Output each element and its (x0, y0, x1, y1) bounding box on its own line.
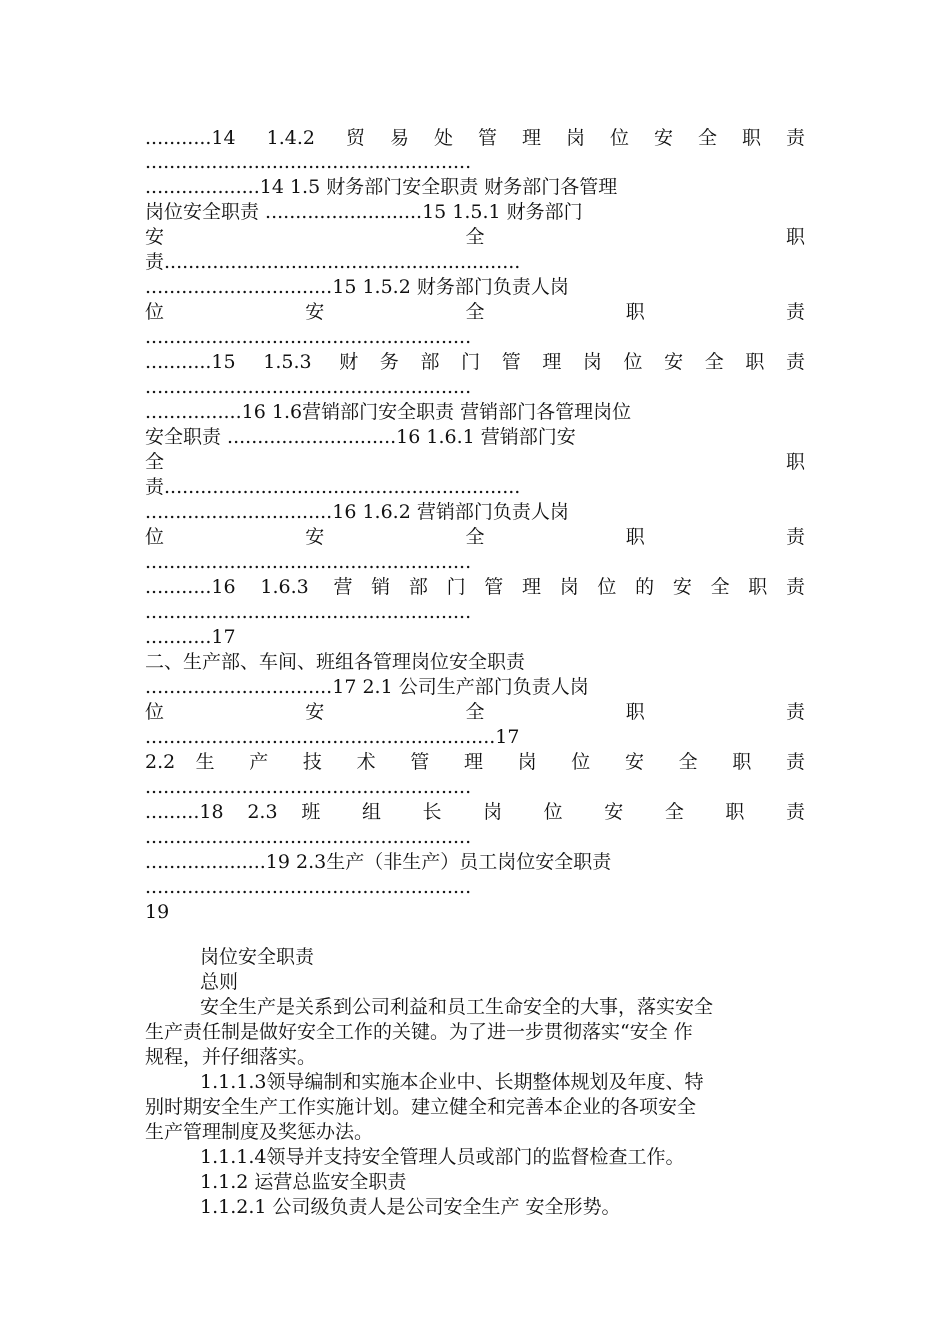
toc-line: 2.2 生 产 技 术 管 理 岗 位 安 全 职 责 (145, 751, 805, 773)
toc-line: ..........................................................17 (145, 726, 520, 748)
toc-line: ...........16 1.6.3 营销部门管理岗位的安全职责 (145, 576, 805, 598)
toc-line: 责........................................................... (145, 476, 521, 498)
paragraph-line: 安全生产是关系到公司利益和员工生命安全的大事，落实安全 (200, 996, 714, 1018)
toc-line: 责........................................................... (145, 251, 521, 273)
toc-line: ....................19 2.3生产（非生产）员工岗位安全职责 (145, 851, 612, 873)
paragraph-line: 1.1.1.3领导编制和实施本企业中、长期整体规划及年度、特 (200, 1071, 704, 1093)
toc-line: ...........14 1.4.2 贸易处管理岗位安全职责 (145, 127, 805, 149)
toc-line: ...........17 (145, 626, 236, 648)
toc-line: ...........15 1.5.3 财务部门管理岗位安全职责 (145, 351, 805, 373)
toc-line: 位 安 全 职 责 (145, 301, 805, 323)
toc-line: ...................................................... (145, 826, 472, 848)
toc-line: ...............................15 1.5.2 财务部门负责人岗 (145, 276, 569, 298)
toc-line: 19 (145, 901, 170, 923)
toc-line: 安 全 职 (145, 226, 805, 248)
toc-line: ...................................................... (145, 151, 472, 173)
paragraph-line: 生产管理制度及奖惩办法。 (145, 1121, 374, 1143)
toc-line: ...................................................... (145, 376, 472, 398)
toc-line: 二、生产部、车间、班组各管理岗位安全职责 (145, 651, 526, 673)
paragraph-line: 别时期安全生产工作实施计划。建立健全和完善本企业的各项安全 (145, 1096, 697, 1118)
toc-line: ...................................................... (145, 776, 472, 798)
toc-line: ...................................................... (145, 876, 472, 898)
toc-line: 全 职 (145, 451, 805, 473)
paragraph-line: 1.1.2 运营总监安全职责 (200, 1171, 407, 1193)
toc-line: 位 安 全 职 责 (145, 701, 805, 723)
toc-line: ...................................................... (145, 551, 472, 573)
paragraph-line: 1.1.1.4领导并支持安全管理人员或部门的监督检查工作。 (200, 1146, 685, 1168)
toc-line: ...................................................... (145, 326, 472, 348)
paragraph-line: 规程，并仔细落实。 (145, 1046, 317, 1068)
section-heading: 岗位安全职责 (200, 946, 315, 968)
toc-line: 岗位安全职责 ..........................15 1.5.1 财务部门 (145, 201, 583, 223)
toc-line: ................16 1.6营销部门安全职责 营销部门各管理岗位 (145, 401, 632, 423)
toc-line: 安全职责 ............................16 1.6.1 营销部门安 (145, 426, 576, 448)
toc-line: ...............................17 2.1 公司生产部门负责人岗 (145, 676, 589, 698)
section-heading: 总则 (200, 971, 239, 993)
toc-line: ...................................................... (145, 601, 472, 623)
toc-line: .........18 2.3 班 组 长 岗 位 安 全 职 责 (145, 801, 805, 823)
paragraph-line: 1.1.2.1 公司级负责人是公司安全生产 安全形势。 (200, 1196, 621, 1218)
toc-line: ...............................16 1.6.2 营销部门负责人岗 (145, 501, 569, 523)
paragraph-line: 生产责任制是做好安全工作的关键。为了进一步贯彻落实“安全 作 (145, 1021, 693, 1043)
toc-line: ...................14 1.5 财务部门安全职责 财务部门各管理 (145, 176, 618, 198)
toc-line: 位 安 全 职 责 (145, 526, 805, 548)
